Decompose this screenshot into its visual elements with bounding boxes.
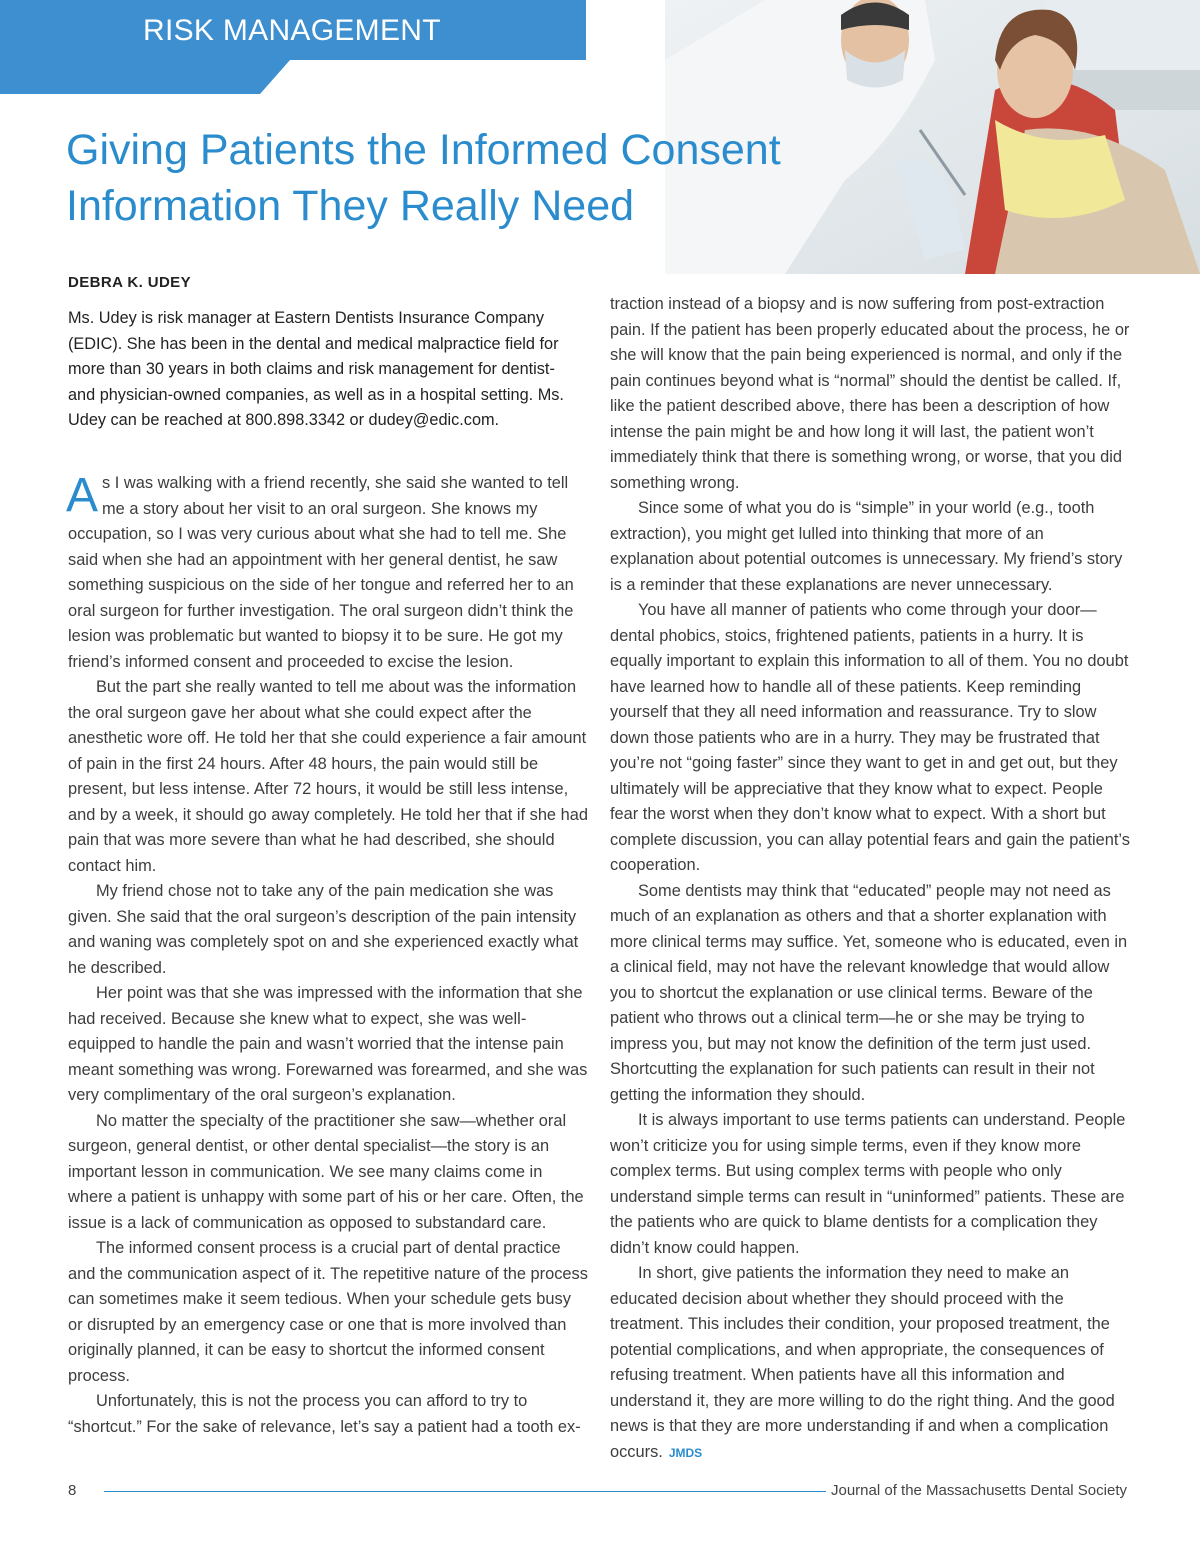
drop-cap: A — [66, 469, 99, 522]
paragraph-13-text: In short, give patients the information they need to make an educated decision about whether they should proceed with the treatment. This includes their condition, your proposed treatment, the potential complications, and when appropriate, the consequences of refusing treatment. When patients have all this information and understand it, they are more willing to do the right thing. And the good news is that they are more understanding if and when a complication occurs. — [610, 1264, 1115, 1461]
paragraph-5: No matter the specialty of the practitioner she saw—whether oral surgeon, general dentist, or other dental specialist—the story is an important lesson in communication. We see many claims come in where a patient is unhappy with some part of his or her care. Often, the issue is a lack of communication as opposed to substandard care. — [68, 1111, 584, 1232]
paragraph-6: The informed consent process is a crucial part of dental practice and the communication aspect of it. The repetitive nature of the process can sometimes make it seem tedious. When your schedule gets busy or disrupted by an emergency case or one that is more involved than originally planned, it can be easy to shortcut the informed consent process. — [68, 1239, 588, 1385]
section-label: RISK MANAGEMENT — [143, 14, 441, 47]
article-column-right — [610, 292, 1130, 1466]
author-bio: Ms. Udey is risk manager at Eastern Dentists Insurance Company (EDIC). She has been in the dental and medical malpractice field for more than 30 years in both claims and risk management for dentist- and physician-owned companies, as well as in a hospital setting. Ms. Udey can be reached at 800.898.3342 or dudey@edic.com. — [68, 309, 564, 429]
paragraph-10: You have all manner of patients who come through your door—dental phobics, stoics, frightened patients, patients in a hurry. It is equally important to explain this information to all of them. You no doubt have learned how to handle all of these patients. Keep reminding yourself that they all need information and reassurance. Try to slow down those patients who are in a hurry. They may be frustrated that you’re not “going faster” since they want to get in and get out, but they ultimately will be appreciative that they know what to expect. People fear the worst when they don’t know what to expect. With a short but complete discussion, you can allay potential fears and gain the patient’s cooperation. — [610, 601, 1130, 874]
paragraph-12: It is always important to use terms patients can understand. People won’t criticize you for using simple terms, even if they know more complex terms. But using complex terms with people who only understand simple terms can result in “uninformed” patients. These are the patients who are quick to blame dentists for a complication they didn’t know could happen. — [610, 1111, 1126, 1257]
paragraph-8: traction instead of a biopsy and is now suffering from post-extraction pain. If the patient has been properly educated about the process, he or she will know that the pain being experienced is normal, and only if the pain continues beyond what is “normal” should the dentist be called. If, like the patient described above, there has been a description of how intense the pain might be and how long it will last, the patient won’t immediately think that there is something wrong, or worse, that you did something wrong. — [610, 295, 1130, 492]
title-line-1: Giving Patients the Informed Consent — [66, 126, 781, 174]
end-mark: JMDS — [668, 1445, 703, 1460]
page-number: 8 — [68, 1482, 77, 1499]
paragraph-7: Unfortunately, this is not the process you can afford to try to “shortcut.” For the sake of relevance, let’s say a patient had a tooth ex- — [68, 1392, 581, 1436]
paragraph-3: My friend chose not to take any of the pain medication she was given. She said that the oral surgeon’s description of the pain intensity and waning was completely spot on and she experienced exactly what he described. — [68, 882, 579, 977]
journal-name: Journal of the Massachusetts Dental Society — [831, 1482, 1127, 1499]
paragraph-1-text: s I was walking with a friend recently, she said she wanted to tell me a story about her visit to an oral surgeon. She knows my occupation, so I was very curious about what she had to tell me. She said when she had an appointment with her general dentist, he saw something suspicious on the side of her tongue and referred her to an oral surgeon for further investigation. The oral surgeon didn’t think the lesion was problematic but wanted to biopsy it to be sure. He got my friend’s informed consent and proceeded to excise the lesion. — [68, 474, 574, 671]
paragraph-11: Some dentists may think that “educated” people may not need as much of an explanation as others and that a shorter explanation with more clinical terms may suffice. Yet, someone who is educated, even in a clinical field, may not have the relevant knowledge that would allow you to shortcut the explanation or use clinical terms. Beware of the patient who throws out a clinical term—he or she may be trying to impress you, but may not know the definition of the term just used. Shortcutting the explanation for such patients can result in their not getting the information they should. — [610, 881, 1128, 1104]
paragraph-13 — [610, 1261, 1130, 1466]
footer-rule — [104, 1491, 826, 1492]
title-line-2: Information They Really Need — [66, 182, 635, 230]
paragraph-2: But the part she really wanted to tell me about was the information the oral surgeon gave her about what she could expect after the anesthetic wore off. He told her that she could experience a fair amount of pain in the first 24 hours. After 48 hours, the pain would still be present, but less intense. After 72 hours, it would be still less intense, and by a week, it should go away completely. He told her that if she had pain that was more severe than what he had described, she should contact him. — [68, 678, 588, 875]
paragraph-4: Her point was that she was impressed with the information that she had received. Because she knew what to expect, she was well-equipped to handle the pain and wasn’t worried that the intense pain meant something was wrong. Forewarned was forearmed, and she was very complimentary of the oral surgeon’s explanation. — [68, 984, 588, 1104]
paragraph-9: Since some of what you do is “simple” in your world (e.g., tooth extraction), you might get lulled into thinking that more of an explanation about potential outcomes is unnecessary. My friend’s story is a reminder that these explanations are never unnecessary. — [610, 499, 1123, 594]
article-column-left — [68, 471, 588, 1440]
author-byline: DEBRA K. UDEY — [68, 274, 191, 291]
paragraph-1 — [68, 471, 588, 675]
article-title — [66, 122, 866, 234]
